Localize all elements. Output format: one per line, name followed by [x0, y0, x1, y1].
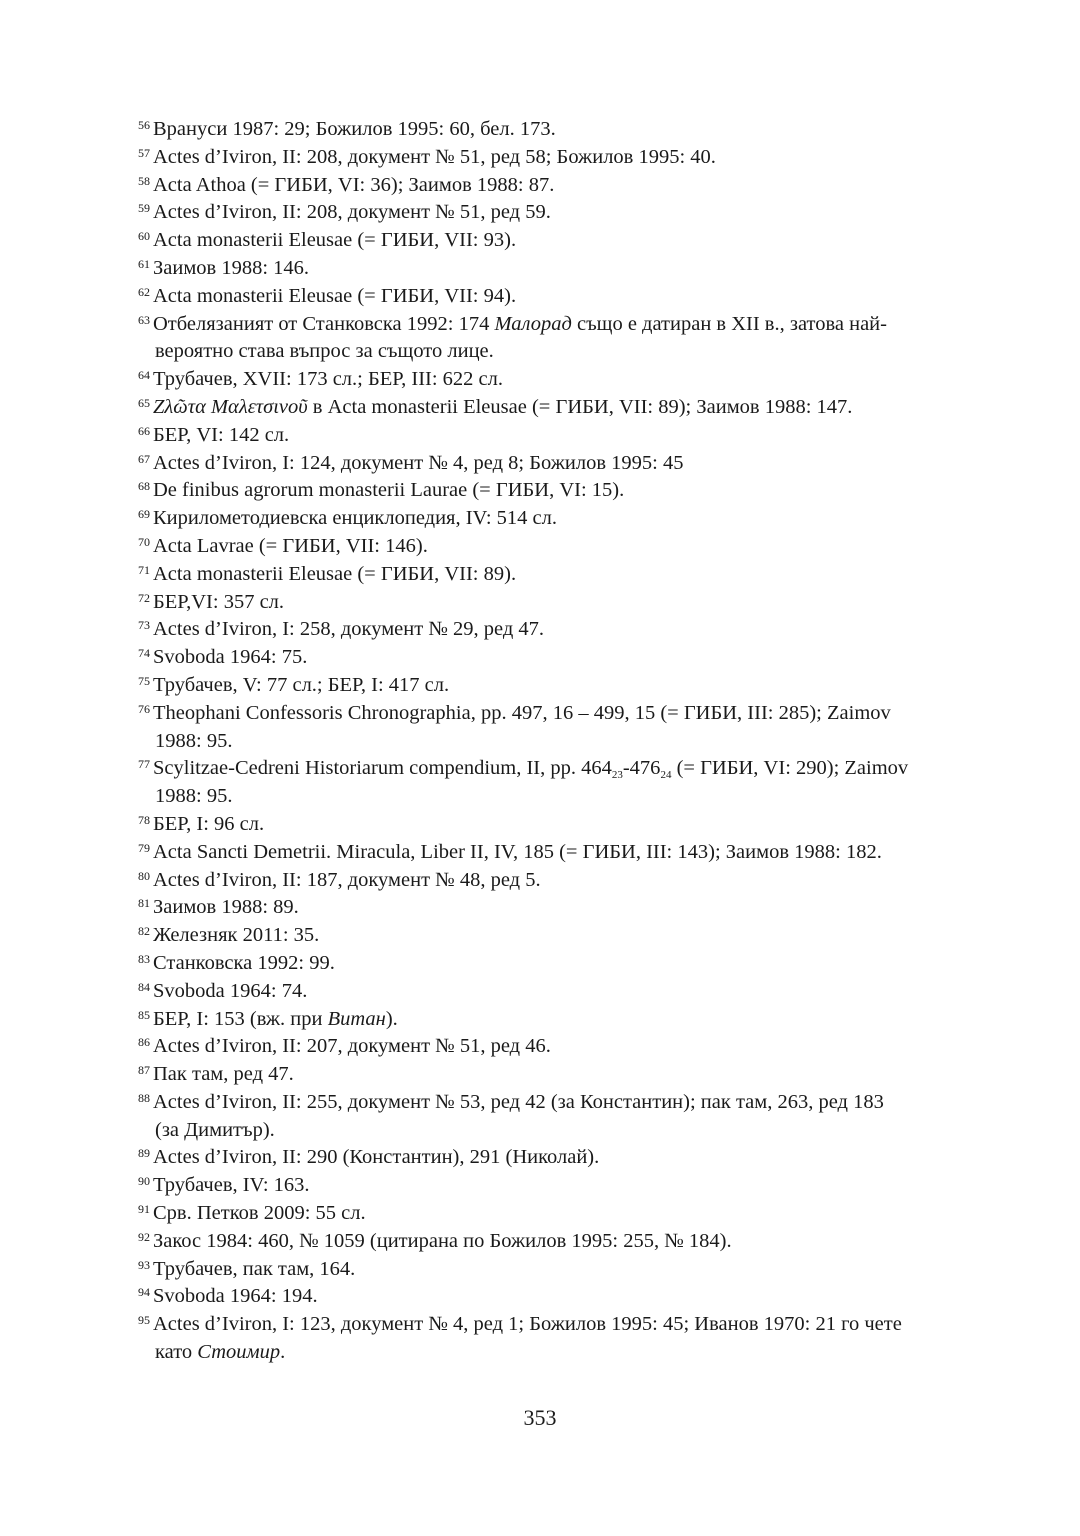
footnote-text: Svoboda 1964: 194.	[153, 1285, 318, 1308]
footnote-63	[0, 311, 1080, 367]
footnote-text: Трубачев, IV: 163.	[153, 1174, 310, 1197]
footnote-71	[0, 561, 1080, 589]
footnote-72	[0, 589, 1080, 617]
footnote-number: 70	[138, 534, 150, 549]
footnote-80	[0, 867, 1080, 895]
footnote-60	[0, 227, 1080, 255]
footnote-68	[0, 477, 1080, 505]
footnote-65	[0, 394, 1080, 422]
footnote-text: Отбелязаният от Станковска 1992: 174 Малорад също е датиран в XII в., затова най-	[153, 312, 887, 335]
footnote-59	[0, 199, 1080, 227]
footnote-text: 1988: 95.	[155, 785, 233, 808]
footnote-number: 94	[138, 1285, 150, 1300]
footnote-84	[0, 978, 1080, 1006]
footnote-88	[0, 1089, 1080, 1145]
footnote-number: 88	[138, 1090, 150, 1105]
footnote-number: 62	[138, 284, 150, 299]
footnote-number: 86	[138, 1035, 150, 1050]
footnote-number: 59	[138, 201, 150, 216]
footnotes-list	[0, 116, 1080, 1367]
footnote-number: 71	[138, 562, 150, 577]
footnote-text: Врануси 1987: 29; Божилов 1995: 60, бел. 173.	[153, 118, 556, 140]
footnote-text: Actes d’Iviron, II: 290 (Константин), 291 (Николай).	[153, 1146, 600, 1169]
footnote-73	[0, 616, 1080, 644]
footnote-number: 85	[138, 1007, 150, 1022]
footnote-number: 82	[138, 924, 150, 939]
footnote-number: 56	[138, 118, 150, 132]
footnote-text: Actes d’Iviron, I: 123, документ № 4, ред 1; Божилов 1995: 45; Иванов 1970: 21 го чете	[153, 1313, 902, 1336]
footnote-75	[0, 672, 1080, 700]
footnote-text: Acta Sancti Demetrii. Miracula, Liber II, IV, 185 (= ГИБИ, III: 143); Заимов 1988: 182.	[153, 840, 882, 863]
footnote-83	[0, 950, 1080, 978]
footnote-text: Actes d’Iviron, II: 208, документ № 51, ред 58; Божилов 1995: 40.	[153, 145, 716, 168]
footnote-text: Кирилометодиевска енциклопедия, IV: 514 сл.	[153, 507, 557, 530]
footnote-text: Срв. Петков 2009: 55 сл.	[153, 1202, 366, 1225]
footnote-number: 68	[138, 479, 150, 494]
footnote-87	[0, 1061, 1080, 1089]
footnote-text: Ζλῶτα Μαλετσινοῦ в Acta monasterii Eleusae (= ГИБИ, VII: 89); Заимов 1988: 147.	[153, 395, 853, 418]
footnote-number: 90	[138, 1174, 150, 1189]
footnote-number: 64	[138, 368, 150, 383]
footnote-text: Svoboda 1964: 74.	[153, 979, 308, 1002]
footnote-text: Actes d’Iviron, II: 208, документ № 51, ред 59.	[153, 201, 551, 224]
footnote-text: Acta monasterii Eleusae (= ГИБИ, VII: 89).	[153, 562, 517, 585]
footnote-82	[0, 922, 1080, 950]
footnote-number: 84	[138, 979, 150, 994]
footnote-number: 95	[138, 1313, 150, 1328]
footnote-number: 65	[138, 395, 150, 410]
footnote-text: Трубачев, V: 77 сл.; БЕР, I: 417 сл.	[153, 673, 450, 696]
footnote-number: 92	[138, 1229, 150, 1244]
footnote-89	[0, 1144, 1080, 1172]
footnote-text: Трубачев, пак там, 164.	[153, 1257, 356, 1280]
footnote-74	[0, 644, 1080, 672]
footnote-77	[0, 755, 1080, 811]
footnote-text: БЕР, VI: 142 сл.	[153, 423, 290, 446]
footnote-text: БЕР,VI: 357 сл.	[153, 590, 285, 613]
page-number: 353	[523, 1405, 557, 1430]
footnote-number: 73	[138, 618, 150, 633]
footnote-number: 81	[138, 896, 150, 911]
footnote-number: 79	[138, 840, 150, 855]
footnote-number: 78	[138, 812, 150, 827]
footnote-61	[0, 255, 1080, 283]
footnote-number: 74	[138, 646, 150, 661]
footnote-86	[0, 1033, 1080, 1061]
footnote-text: Заимов 1988: 89.	[153, 896, 299, 919]
footnote-number: 89	[138, 1146, 150, 1161]
footnote-text: Acta monasterii Eleusae (= ГИБИ, VII: 93).	[153, 229, 517, 252]
footnote-text: вероятно става въпрос за същото лице.	[155, 340, 494, 363]
footnote-number: 93	[138, 1257, 150, 1272]
footnote-76	[0, 700, 1080, 756]
footnote-text: БЕР, I: 96 сл.	[153, 812, 265, 835]
footnote-text: Закос 1984: 460, № 1059 (цитирана по Божилов 1995: 255, № 184).	[153, 1229, 732, 1252]
footnote-text: Theophani Confessoris Chronographia, pp. 497, 16 – 499, 15 (= ГИБИ, III: 285); Zaimov	[153, 701, 891, 724]
footnote-text: Пак там, ред 47.	[153, 1063, 294, 1086]
footnote-text: Actes d’Iviron, II: 207, документ № 51, ред 46.	[153, 1035, 551, 1058]
footnote-78	[0, 811, 1080, 839]
footnote-93	[0, 1256, 1080, 1284]
footnote-number: 80	[138, 868, 150, 883]
footnote-79	[0, 839, 1080, 867]
footnote-number: 63	[138, 312, 150, 327]
footnote-number: 91	[138, 1202, 150, 1217]
footnote-number: 57	[138, 145, 150, 160]
footnote-number: 75	[138, 673, 150, 688]
footnote-text: Actes d’Iviron, I: 124, документ № 4, ред 8; Божилов 1995: 45	[153, 451, 684, 474]
footnote-90	[0, 1172, 1080, 1200]
footnote-text: Станковска 1992: 99.	[153, 951, 335, 974]
footnote-56	[0, 116, 1080, 144]
footnote-95	[0, 1311, 1080, 1367]
footnote-text: Acta monasterii Eleusae (= ГИБИ, VII: 94).	[153, 284, 517, 307]
footnote-text: Actes d’Iviron, I: 258, документ № 29, ред 47.	[153, 618, 545, 641]
footnote-number: 77	[138, 757, 150, 772]
footnote-text: Acta Athoa (= ГИБИ, VI: 36); Заимов 1988: 87.	[153, 173, 555, 196]
footnote-text: Железняк 2011: 35.	[153, 924, 320, 947]
footnote-text: Acta Lavrae (= ГИБИ, VII: 146).	[153, 534, 428, 557]
footnote-69	[0, 505, 1080, 533]
footnote-text: Actes d’Iviron, II: 255, документ № 53, ред 42 (за Константин); пак там, 263, ред 183	[153, 1090, 884, 1113]
footnote-67	[0, 450, 1080, 478]
footnote-text: (за Димитър).	[155, 1118, 275, 1141]
footnote-text: Svoboda 1964: 75.	[153, 646, 308, 669]
footnote-92	[0, 1228, 1080, 1256]
footnote-number: 66	[138, 423, 150, 438]
footnote-text: Трубачев, XVII: 173 сл.; БЕР, III: 622 сл.	[153, 368, 503, 391]
footnote-number: 87	[138, 1063, 150, 1078]
footnote-number: 83	[138, 951, 150, 966]
footnote-text: Scylitzae-Cedreni Historiarum compendium, II, pp. $464_{23}-476_{24}$ (= ГИБИ, VI: 290); Zaimov	[153, 757, 909, 782]
footnote-58	[0, 172, 1080, 200]
footnote-text: Actes d’Iviron, II: 187, документ № 48, ред 5.	[153, 868, 541, 891]
footnote-text: БЕР, I: 153 (вж. при Витан).	[153, 1007, 398, 1030]
footnote-text: De finibus agrorum monasterii Laurae (= ГИБИ, VI: 15).	[153, 479, 625, 502]
footnote-57	[0, 144, 1080, 172]
footnote-94	[0, 1283, 1080, 1311]
footnote-62	[0, 283, 1080, 311]
footnote-66	[0, 422, 1080, 450]
footnote-number: 69	[138, 507, 150, 522]
footnote-text: като Стоимир.	[155, 1341, 286, 1364]
footnote-number: 76	[138, 701, 150, 716]
footnote-text: Заимов 1988: 146.	[153, 256, 310, 279]
footnote-number: 61	[138, 256, 150, 271]
footnote-70	[0, 533, 1080, 561]
footnote-64	[0, 366, 1080, 394]
footnote-85	[0, 1006, 1080, 1034]
footnote-81	[0, 894, 1080, 922]
footnote-number: 58	[138, 173, 150, 188]
footnote-91	[0, 1200, 1080, 1228]
footnote-number: 60	[138, 229, 150, 244]
footnote-number: 67	[138, 451, 150, 466]
footnote-number: 72	[138, 590, 150, 605]
footnote-text: 1988: 95.	[155, 729, 233, 752]
